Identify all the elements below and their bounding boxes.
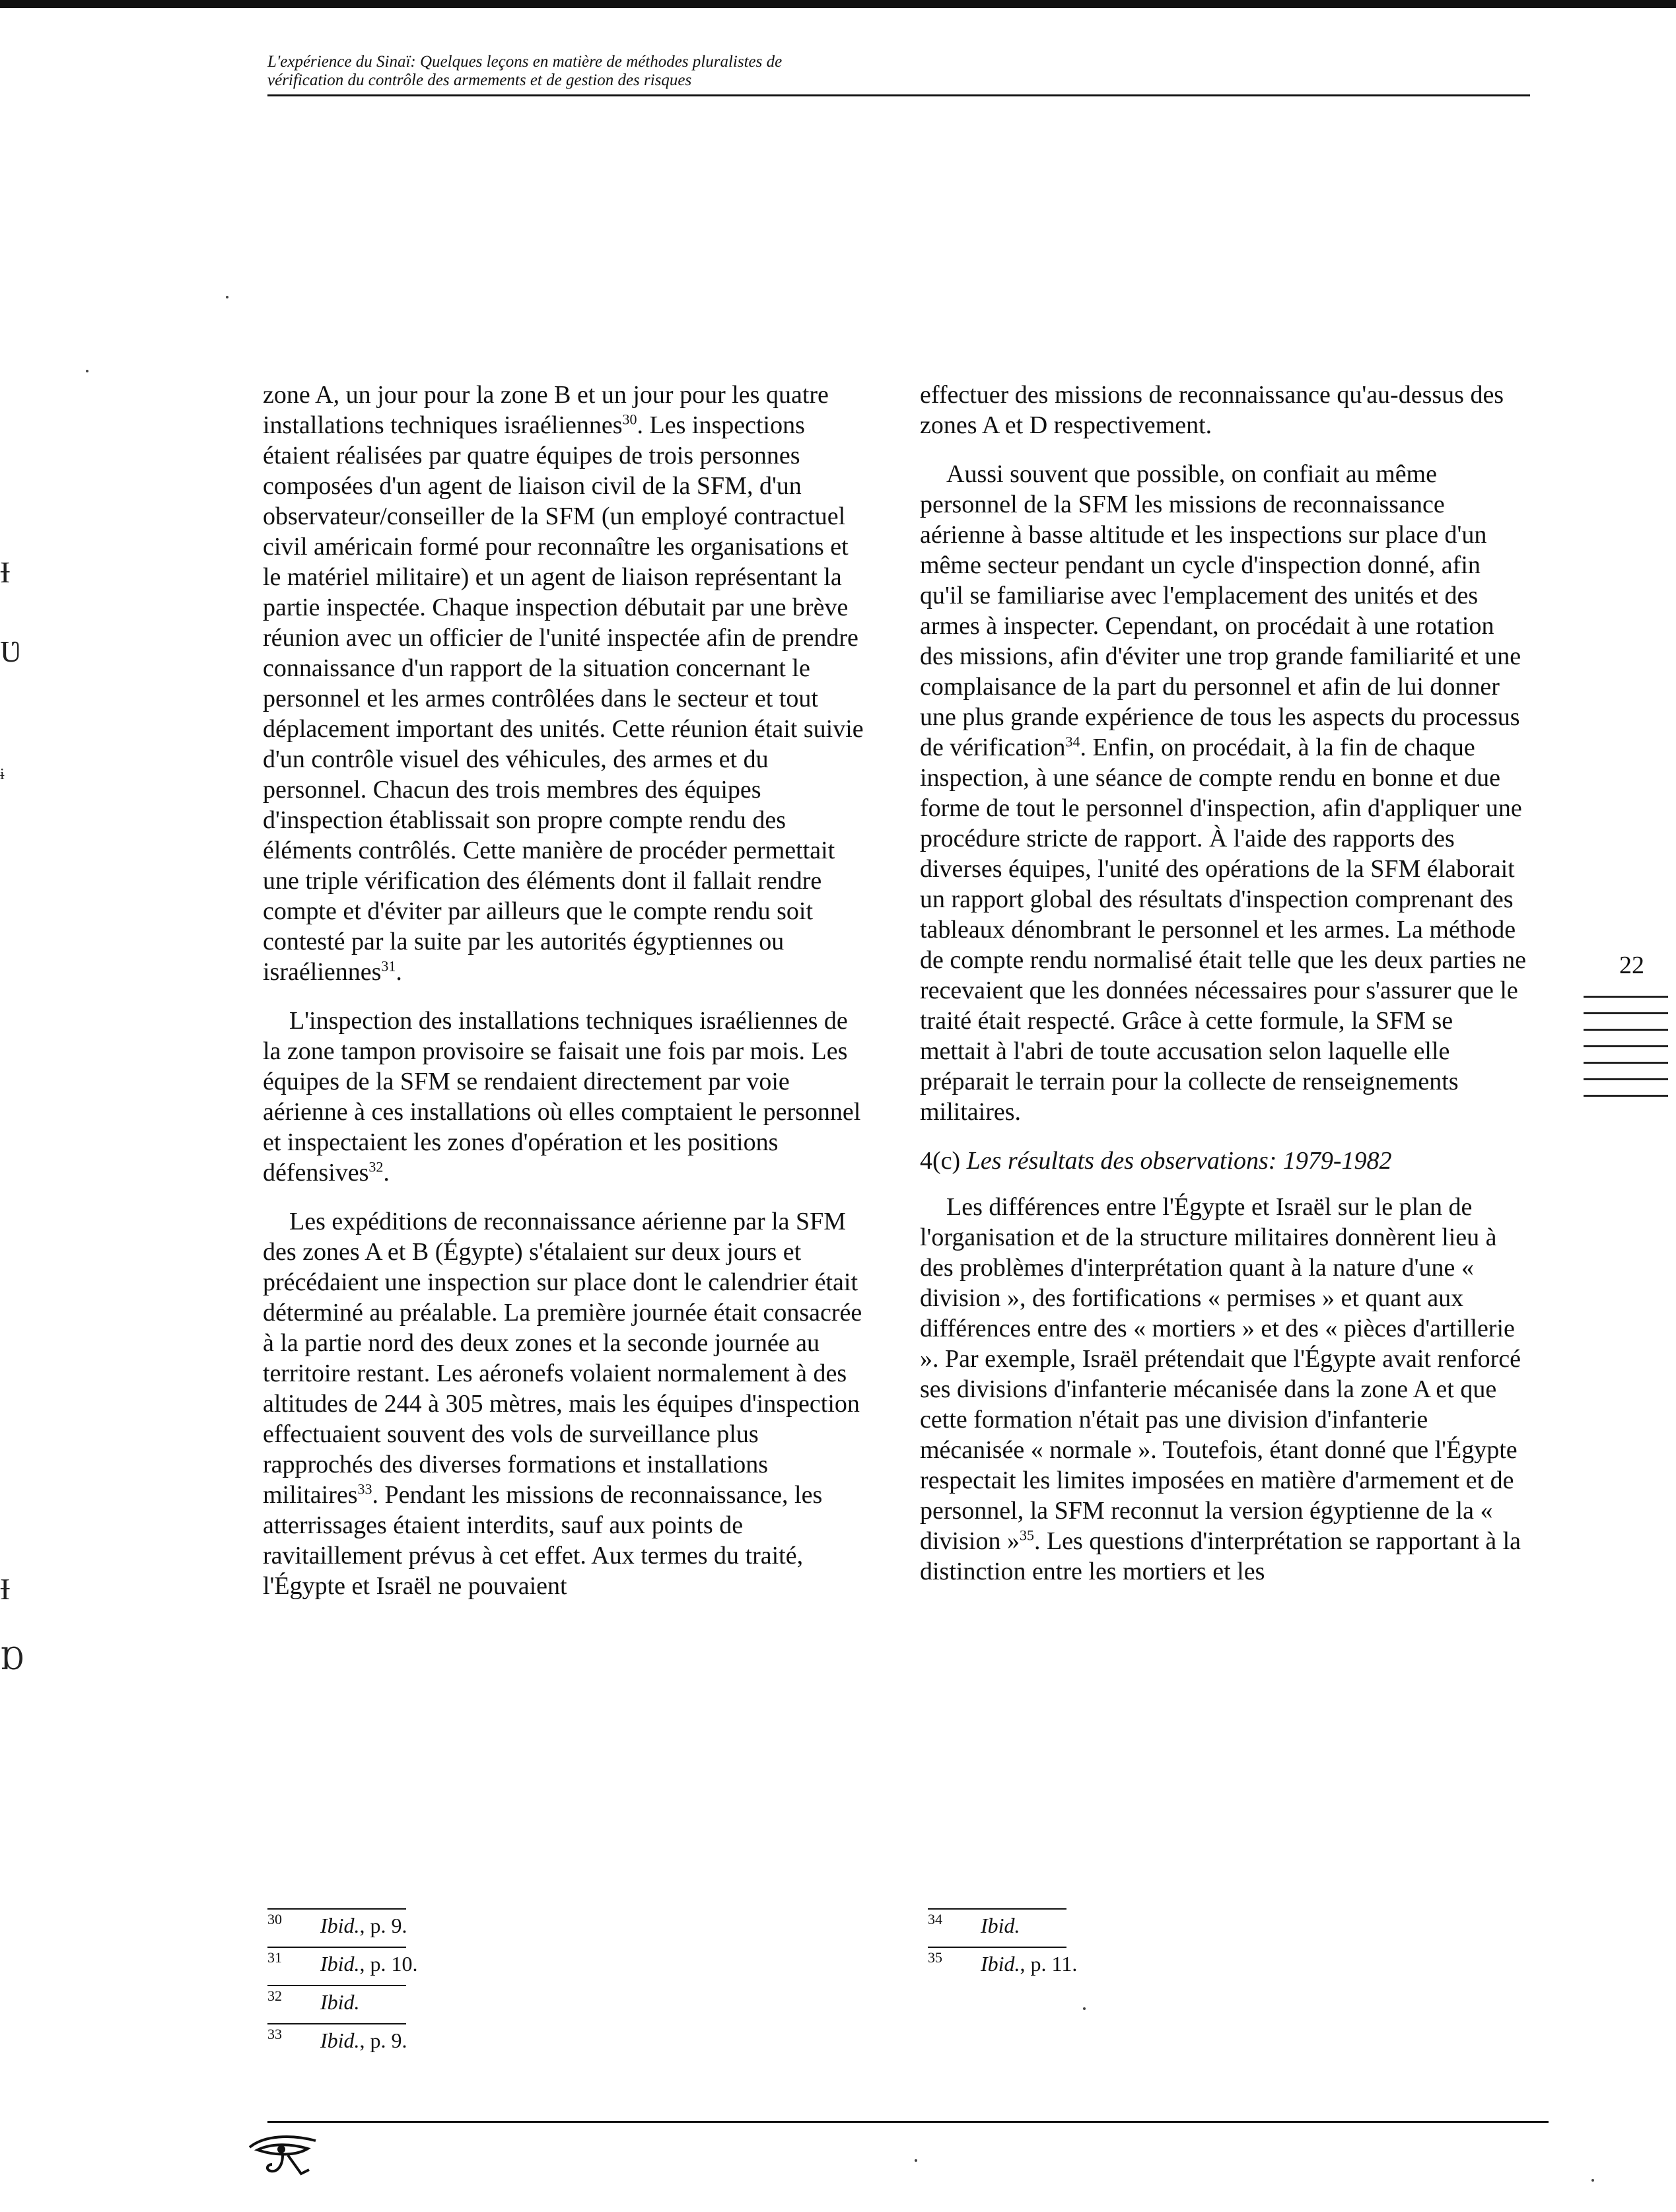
footnote — [928, 1947, 1324, 1985]
eye-of-horus-icon — [244, 2127, 324, 2180]
footnote-text — [320, 1952, 418, 1976]
paragraph — [263, 380, 870, 987]
footnote-ref[interactable]: 34 — [1065, 733, 1080, 750]
footnote-ref[interactable]: 33 — [357, 1480, 372, 1498]
footnote-ref-text: Ibid. — [981, 1952, 1020, 1976]
header-rule — [267, 94, 1530, 96]
paragraph — [263, 1006, 870, 1188]
footnote-rule — [267, 1985, 406, 1986]
top-rule — [0, 0, 1676, 8]
margin-line — [1584, 996, 1668, 998]
text: zone A, un jour pour la zone B et un jour pour les quatre installations techniques israéliennes — [263, 381, 829, 439]
margin-glyph: Ɨ — [0, 1572, 11, 1606]
scan-speck — [1083, 2007, 1086, 2010]
footnote-number: 32 — [267, 1987, 282, 2004]
margin-glyph: Ɒ — [0, 1642, 24, 1676]
section-title: Les résultats des observations: 1979-1982 — [966, 1147, 1392, 1175]
scan-speck — [86, 370, 88, 372]
footnote-rule — [267, 1947, 406, 1948]
text: Aussi souvent que possible, on confiait au même personnel de la SFM les missions de reconnaissance aérienne à basse altitude et les inspections sur place d'un même secteur pendant un cycle d'inspection donné, afin qu'il se familiarise avec l'emplacement des unités et des armes à inspecter. Cependant, on procédait à une rotation des missions, afin d'éviter une trop grande familiarité et une complaisance de la part du personnel et afin de lui donner une plus grande expérience de tous les aspects du processus de vérification — [920, 460, 1521, 761]
footnote-ref-text: Ibid. — [320, 1990, 360, 2014]
footnote-text — [320, 1914, 407, 1938]
footnote-text — [320, 2028, 407, 2053]
footnote-ref-text: Ibid. — [981, 1914, 1020, 1937]
footnote-rule — [928, 1908, 1066, 1910]
page-number: 22 — [1619, 951, 1644, 979]
section-heading — [920, 1146, 1527, 1176]
paragraph — [263, 1206, 870, 1601]
paragraph — [920, 459, 1527, 1127]
footnote-ref[interactable]: 35 — [1019, 1527, 1034, 1544]
paragraph — [920, 380, 1527, 440]
footnote-ref-text: Ibid. — [320, 1952, 360, 1976]
footnote-rule — [267, 1908, 406, 1910]
margin-lines — [1584, 996, 1668, 1111]
footnote-page: , p. 9. — [359, 1914, 407, 1937]
text: . — [396, 958, 402, 986]
margin-line — [1584, 1012, 1668, 1014]
text: Les différences entre l'Égypte et Israël sur le plan de l'organisation et de la structure militaires donnèrent lieu à des problèmes d'interprétation quant à la nature d'une « division », des fortifications « permises » et quant aux différences entre des « mortiers » et des « pièces d'artillerie ». Par exemple, Israël prétendait que l'Égypte avait renforcé ses divisions d'infanterie mécanisée dans la zone A et que cette formation n'était pas une division d'infanterie mécanisée « normale ». Toutefois, étant donné que l'Égypte respectait les limites imposées en matière d'armement et de personnel, la SFM reconnut la version égyptienne de la « division » — [920, 1193, 1521, 1555]
text: . Pendant les missions de reconnaissance, les atterrissages étaient interdits, sauf aux points de ravitaillement prévus à cet effet. Aux termes du traité, l'Égypte et Israël ne pouvaient — [263, 1481, 823, 1600]
text: Les expéditions de reconnaissance aérienne par la SFM des zones A et B (Égypte) s'étalaient sur deux jours et précédaient une inspection sur place dont le calendrier était déterminé au préalable. La première journée était consacrée à la partie nord des deux zones et la seconde journée au territoire restant. Les aéronefs volaient normalement à des altitudes de 244 à 305 mètres, mais les équipes d'inspection effectuaient souvent des vols de surveillance plus rapprochés des diverses formations et installations militaires — [263, 1208, 862, 1509]
footnote — [267, 1985, 664, 2023]
scan-speck — [915, 2159, 917, 2162]
paragraph — [920, 1192, 1527, 1587]
section-number: 4(c) — [920, 1147, 961, 1175]
footnotes-right — [928, 1908, 1324, 1985]
margin-glyph: ɨ — [0, 766, 5, 783]
footnote-page: , p. 11. — [1020, 1952, 1078, 1976]
footnote-ref-text: Ibid. — [320, 1914, 360, 1937]
footnote-text — [981, 1952, 1077, 1976]
margin-line — [1584, 1078, 1668, 1080]
text: . Les questions d'interprétation se rapportant à la distinction entre les mortiers et les — [920, 1527, 1521, 1585]
footnote-number: 34 — [928, 1911, 942, 1927]
scan-speck — [1591, 2179, 1594, 2182]
text: effectuer des missions de reconnaissance qu'au-dessus des zones A et D respectivement. — [920, 381, 1504, 439]
running-header-line-2: vérification du contrôle des armements et de gestion des risques — [267, 71, 692, 89]
footnote-number: 31 — [267, 1949, 282, 1966]
footnote-ref[interactable]: 31 — [381, 957, 396, 975]
margin-glyph: Ɨ — [0, 555, 11, 589]
footnote-text — [320, 1990, 360, 2015]
margin-line — [1584, 1029, 1668, 1031]
text: L'inspection des installations techniques israéliennes de la zone tampon provisoire se faisait une fois par mois. Les équipes de la SFM se rendaient directement par voie aérienne à ces installations où elles comptaient le personnel et inspectaient les zones d'opération et les positions défensives — [263, 1007, 861, 1187]
margin-line — [1584, 1095, 1668, 1097]
footnote-ref[interactable]: 30 — [622, 411, 637, 428]
footnote-rule — [928, 1947, 1066, 1948]
left-column — [263, 380, 870, 1620]
margin-line — [1584, 1045, 1668, 1047]
running-header-line-1: L'expérience du Sinaï: Quelques leçons en matière de méthodes pluralistes de — [267, 53, 783, 71]
text: . Enfin, on procédait, à la fin de chaque inspection, à une séance de compte rendu en bonne et due forme de tout le personnel d'inspection, afin d'appliquer une procédure stricte de rapport. À l'aide des rapports des diverses équipes, l'unité des opérations de la SFM élaborait un rapport global des résultats d'inspection comprenant des tableaux dénombrant le personnel et les armes. La méthode de compte rendu normalisé était telle que les deux parties ne recevaient que les données nécessaires pour s'assurer que le traité était respecté. Grâce à cette formule, la SFM se mettait à l'abri de toute accusation selon laquelle elle préparait le terrain pour la collecte de renseignements militaires. — [920, 734, 1526, 1126]
text: . — [383, 1159, 390, 1187]
footnote — [267, 2023, 664, 2061]
footnote — [928, 1908, 1324, 1947]
footnote — [267, 1947, 664, 1985]
footnote-rule — [267, 2023, 406, 2024]
footnote-page: , p. 10. — [359, 1952, 418, 1976]
footnote-number: 33 — [267, 2026, 282, 2042]
margin-glyph: Ʋ — [0, 635, 22, 668]
margin-line — [1584, 1062, 1668, 1064]
footnote-ref[interactable]: 32 — [368, 1158, 384, 1175]
footnote-number: 30 — [267, 1911, 282, 1927]
running-header — [267, 53, 1522, 90]
footnote-text — [981, 1914, 1020, 1938]
footnote — [267, 1908, 664, 1947]
footnote-number: 35 — [928, 1949, 942, 1966]
footnotes-left — [267, 1908, 664, 2061]
scan-speck — [226, 296, 228, 298]
footnote-page: , p. 9. — [359, 2028, 407, 2052]
footnote-ref-text: Ibid. — [320, 2028, 360, 2052]
footer-rule — [267, 2121, 1549, 2123]
text: . Les inspections étaient réalisées par quatre équipes de trois personnes composées d'un agent de liaison civil de la SFM, d'un observateur/conseiller de la SFM (un employé contractuel civil américain formé pour reconnaître les organisations et le matériel militaire) et un agent de liaison représentant la partie inspectée. Chaque inspection débutait par une brève réunion avec un officier de l'unité inspectée afin de prendre connaissance d'un rapport de la situation concernant le personnel et les armes contrôlées dans le secteur et tout déplacement important des unités. Cette réunion était suivie d'un contrôle visuel des véhicules, des armes et du personnel. Chacun des trois membres des équipes d'inspection établissait son propre compte rendu des éléments contrôlés. Cette manière de procéder permettait une triple vérification des éléments dont il fallait rendre compte et d'éviter par ailleurs que le compte rendu soit contesté par la suite par les autorités égyptiennes ou israéliennes — [263, 411, 864, 986]
right-column — [920, 380, 1527, 1605]
